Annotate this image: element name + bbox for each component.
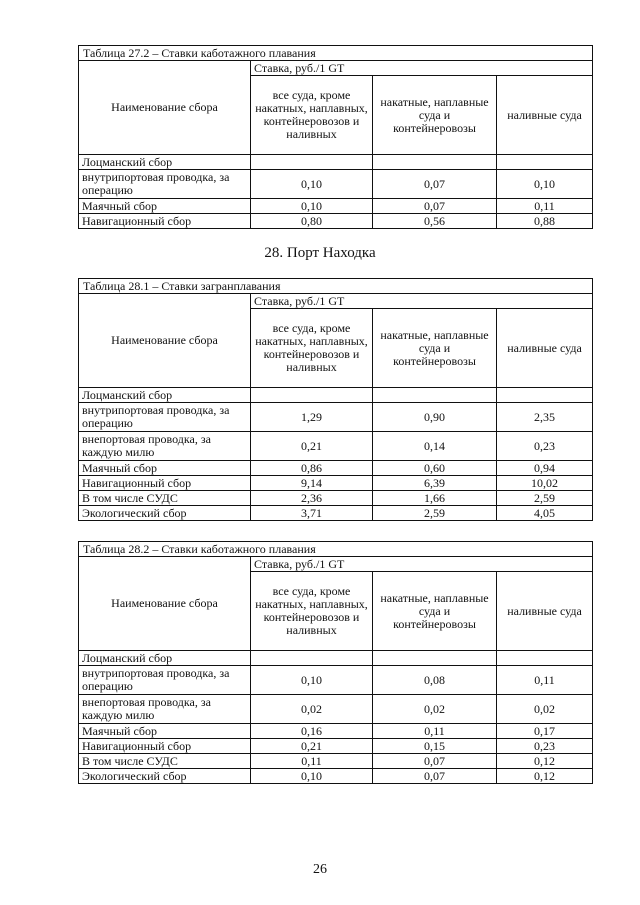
table-header-row bbox=[79, 294, 593, 309]
table-row bbox=[79, 491, 593, 506]
table-row bbox=[79, 214, 593, 229]
table-row bbox=[79, 432, 593, 461]
rate-tankers bbox=[497, 651, 593, 666]
fee-name: Навигационный сбор bbox=[79, 739, 251, 754]
table-title: Таблица 28.1 – Ставки загранплавания bbox=[79, 279, 593, 294]
fee-name: Экологический сбор bbox=[79, 506, 251, 521]
rate-roro: 6,39 bbox=[373, 476, 497, 491]
rate-tankers: 4,05 bbox=[497, 506, 593, 521]
rate-roro bbox=[373, 155, 497, 170]
rate-tankers: 0,23 bbox=[497, 432, 593, 461]
rate-tankers bbox=[497, 388, 593, 403]
table-row bbox=[79, 754, 593, 769]
table-row bbox=[79, 651, 593, 666]
rate-all-ships: 0,10 bbox=[251, 170, 373, 199]
rate-all-ships: 0,80 bbox=[251, 214, 373, 229]
rate-all-ships: 2,36 bbox=[251, 491, 373, 506]
table-row bbox=[79, 695, 593, 724]
table-row bbox=[79, 403, 593, 432]
fee-name: внепортовая проводка, за каждую милю bbox=[79, 695, 251, 724]
column-header-rate-unit: Ставка, руб./1 GT bbox=[251, 61, 593, 76]
rate-tankers: 10,02 bbox=[497, 476, 593, 491]
fee-name: Маячный сбор bbox=[79, 724, 251, 739]
rate-tankers: 0,11 bbox=[497, 199, 593, 214]
table-row bbox=[79, 170, 593, 199]
rate-all-ships: 3,71 bbox=[251, 506, 373, 521]
rate-roro: 0,60 bbox=[373, 461, 497, 476]
column-header-name: Наименование сбора bbox=[79, 557, 251, 651]
rate-roro: 0,56 bbox=[373, 214, 497, 229]
column-header-tankers: наливные суда bbox=[497, 76, 593, 155]
rate-roro: 0,02 bbox=[373, 695, 497, 724]
rates-table bbox=[78, 541, 593, 784]
rate-tankers: 2,59 bbox=[497, 491, 593, 506]
table-row bbox=[79, 724, 593, 739]
column-header-rate-unit: Ставка, руб./1 GT bbox=[251, 557, 593, 572]
rate-all-ships: 0,10 bbox=[251, 199, 373, 214]
column-header-all-ships: все суда, кроме накатных, наплавных, контейнеровозов и наливных bbox=[251, 76, 373, 155]
rate-all-ships: 0,21 bbox=[251, 739, 373, 754]
table-row bbox=[79, 199, 593, 214]
rate-all-ships: 1,29 bbox=[251, 403, 373, 432]
rate-all-ships: 0,16 bbox=[251, 724, 373, 739]
table-row bbox=[79, 461, 593, 476]
table-title: Таблица 28.2 – Ставки каботажного плавания bbox=[79, 542, 593, 557]
rate-all-ships: 0,10 bbox=[251, 666, 373, 695]
rate-roro: 1,66 bbox=[373, 491, 497, 506]
table-row bbox=[79, 666, 593, 695]
column-header-rate-unit: Ставка, руб./1 GT bbox=[251, 294, 593, 309]
column-header-tankers: наливные суда bbox=[497, 572, 593, 651]
table-row bbox=[79, 506, 593, 521]
rate-roro bbox=[373, 651, 497, 666]
table-row bbox=[79, 388, 593, 403]
fee-name: внутрипортовая проводка, за операцию bbox=[79, 666, 251, 695]
rate-tankers: 2,35 bbox=[497, 403, 593, 432]
table-title-row bbox=[79, 279, 593, 294]
rate-roro bbox=[373, 388, 497, 403]
table-header-row bbox=[79, 61, 593, 76]
rate-all-ships: 0,02 bbox=[251, 695, 373, 724]
rates-table bbox=[78, 45, 593, 229]
rate-all-ships: 0,11 bbox=[251, 754, 373, 769]
fee-name: внепортовая проводка, за каждую милю bbox=[79, 432, 251, 461]
column-header-name: Наименование сбора bbox=[79, 294, 251, 388]
rate-roro: 0,11 bbox=[373, 724, 497, 739]
fee-name: Маячный сбор bbox=[79, 461, 251, 476]
table-title: Таблица 27.2 – Ставки каботажного плавания bbox=[79, 46, 593, 61]
rate-roro: 2,59 bbox=[373, 506, 497, 521]
table-row bbox=[79, 476, 593, 491]
table-row bbox=[79, 769, 593, 784]
fee-name: внутрипортовая проводка, за операцию bbox=[79, 403, 251, 432]
table-row bbox=[79, 155, 593, 170]
rate-tankers: 0,88 bbox=[497, 214, 593, 229]
fee-name: Лоцманский сбор bbox=[79, 388, 251, 403]
fee-name: В том числе СУДС bbox=[79, 491, 251, 506]
fee-name: Навигационный сбор bbox=[79, 476, 251, 491]
rate-roro: 0,14 bbox=[373, 432, 497, 461]
column-header-roro: накатные, наплавные суда и контейнеровозы bbox=[373, 309, 497, 388]
rates-table bbox=[78, 278, 593, 521]
rate-roro: 0,07 bbox=[373, 769, 497, 784]
rate-all-ships: 9,14 bbox=[251, 476, 373, 491]
table-title-row bbox=[79, 46, 593, 61]
rate-tankers: 0,11 bbox=[497, 666, 593, 695]
rate-tankers: 0,23 bbox=[497, 739, 593, 754]
rate-roro: 0,08 bbox=[373, 666, 497, 695]
rate-tankers: 0,10 bbox=[497, 170, 593, 199]
rate-all-ships: 0,10 bbox=[251, 769, 373, 784]
rate-tankers: 0,02 bbox=[497, 695, 593, 724]
rate-roro: 0,90 bbox=[373, 403, 497, 432]
fee-name: Лоцманский сбор bbox=[79, 155, 251, 170]
rate-all-ships bbox=[251, 651, 373, 666]
fee-name: Лоцманский сбор bbox=[79, 651, 251, 666]
table-title-row bbox=[79, 542, 593, 557]
column-header-all-ships: все суда, кроме накатных, наплавных, контейнеровозов и наливных bbox=[251, 309, 373, 388]
column-header-tankers: наливные суда bbox=[497, 309, 593, 388]
table-header-row bbox=[79, 557, 593, 572]
rate-roro: 0,07 bbox=[373, 754, 497, 769]
section-title: 28. Порт Находка bbox=[264, 245, 376, 261]
rate-tankers: 0,12 bbox=[497, 754, 593, 769]
rate-tankers: 0,12 bbox=[497, 769, 593, 784]
rate-roro: 0,07 bbox=[373, 170, 497, 199]
fee-name: В том числе СУДС bbox=[79, 754, 251, 769]
rate-tankers bbox=[497, 155, 593, 170]
fee-name: Навигационный сбор bbox=[79, 214, 251, 229]
rate-tankers: 0,94 bbox=[497, 461, 593, 476]
rate-roro: 0,15 bbox=[373, 739, 497, 754]
fee-name: Маячный сбор bbox=[79, 199, 251, 214]
rate-all-ships bbox=[251, 388, 373, 403]
rate-tankers: 0,17 bbox=[497, 724, 593, 739]
rate-roro: 0,07 bbox=[373, 199, 497, 214]
rate-all-ships: 0,86 bbox=[251, 461, 373, 476]
fee-name: Экологический сбор bbox=[79, 769, 251, 784]
column-header-roro: накатные, наплавные суда и контейнеровозы bbox=[373, 76, 497, 155]
column-header-all-ships: все суда, кроме накатных, наплавных, контейнеровозов и наливных bbox=[251, 572, 373, 651]
table-row bbox=[79, 739, 593, 754]
column-header-roro: накатные, наплавные суда и контейнеровозы bbox=[373, 572, 497, 651]
fee-name: внутрипортовая проводка, за операцию bbox=[79, 170, 251, 199]
page-number: 26 bbox=[313, 862, 327, 877]
rate-all-ships bbox=[251, 155, 373, 170]
column-header-name: Наименование сбора bbox=[79, 61, 251, 155]
rate-all-ships: 0,21 bbox=[251, 432, 373, 461]
